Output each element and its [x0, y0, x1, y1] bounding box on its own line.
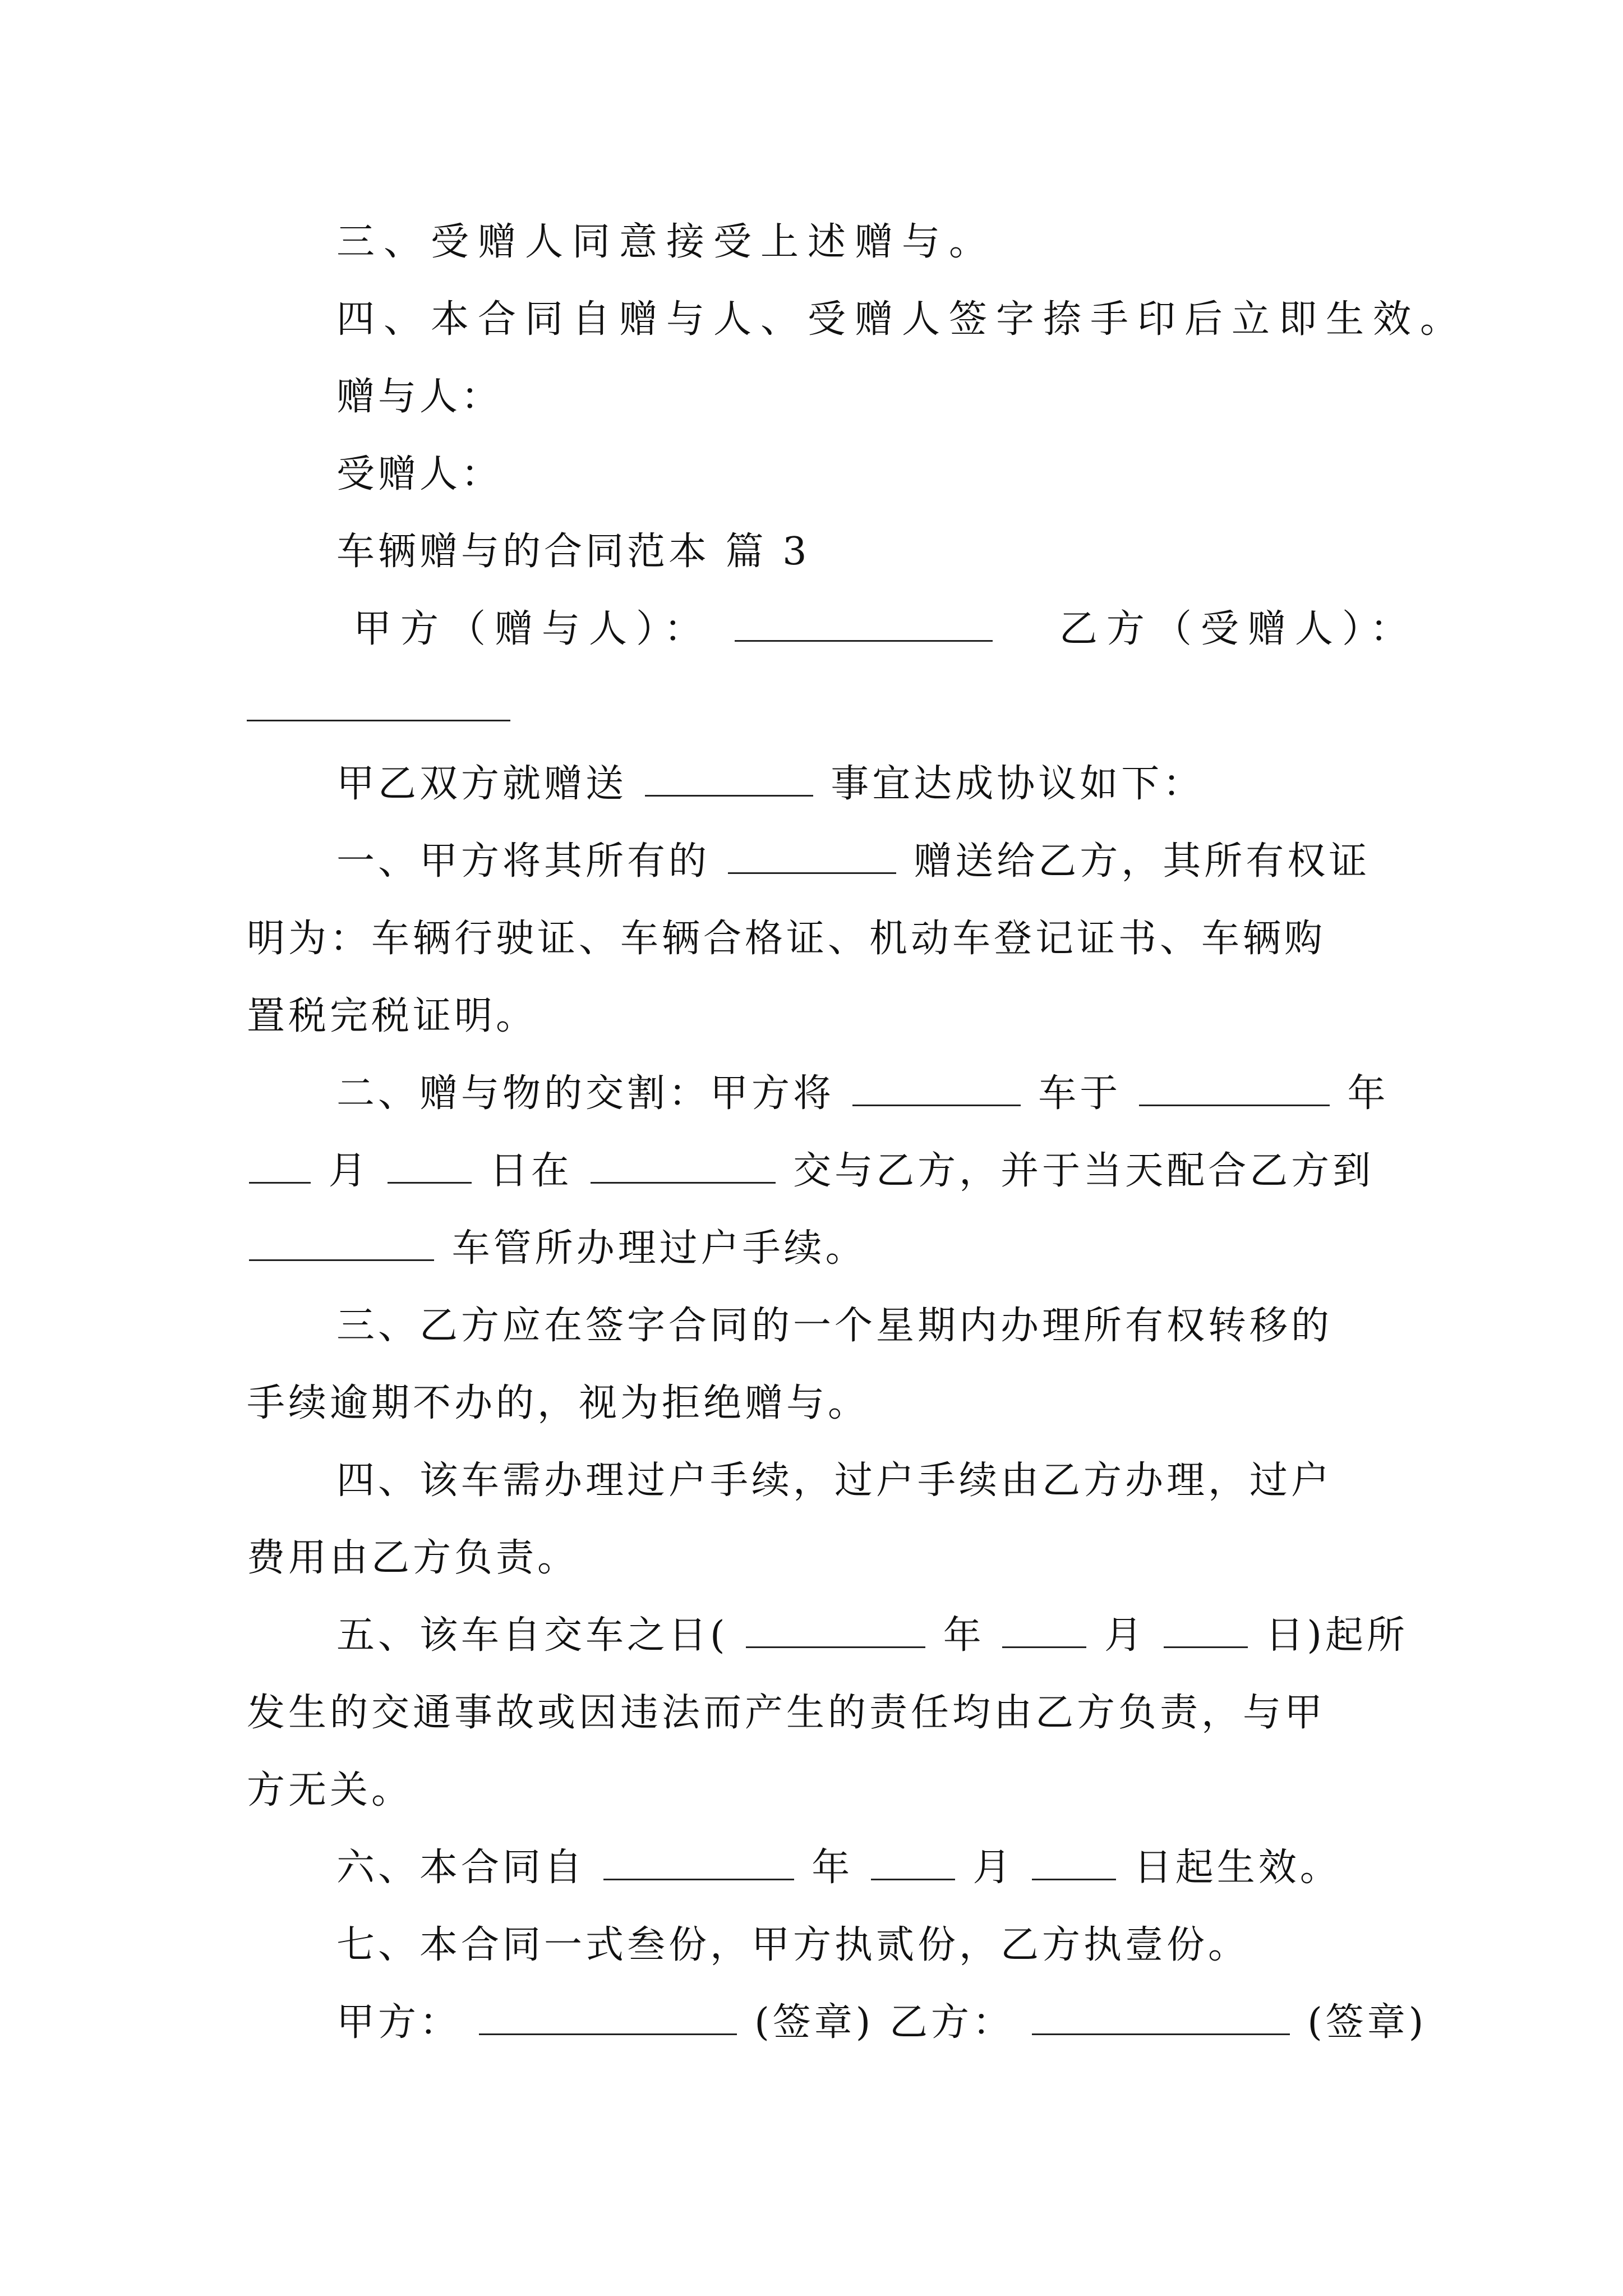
paragraph-text: 车管所办理过户手续。 [451, 1226, 867, 1271]
dmv-blank [249, 1227, 434, 1261]
paragraph-text: 方无关。 [247, 1768, 413, 1812]
clause-3-line-2 [247, 1375, 869, 1432]
paragraph-text: 费用由乙方负责。 [247, 1536, 579, 1580]
handover-month-blank [1002, 1614, 1086, 1648]
paragraph-text: 六、本合同自 [336, 1846, 586, 1890]
clause-6 [336, 1840, 1341, 1896]
paragraph-text: 年 [1347, 1071, 1389, 1116]
donee-label [336, 447, 502, 503]
agreement-intro [336, 756, 1204, 812]
paragraph-text: 月 [1104, 1613, 1146, 1658]
party-a-signature-blank [479, 2001, 737, 2035]
clause-5-line-3 [247, 1763, 413, 1819]
clause-2-line-2 [247, 1143, 1374, 1199]
clause-5-line-2 [247, 1685, 1326, 1741]
paragraph-text: 手续逾期不办的，视为拒绝赠与。 [247, 1381, 870, 1425]
seal-label: (签章) [1307, 2000, 1427, 2045]
paragraph-text: 月 [328, 1149, 370, 1193]
handover-day-blank [1164, 1614, 1248, 1648]
party-b-signature-blank [1032, 2001, 1290, 2035]
clause-1-line-3 [247, 988, 537, 1045]
paragraph-text: 发生的交通事故或因违法而产生的责任均由乙方负责，与甲 [247, 1691, 1326, 1735]
paragraph-text: 三、受赠人同意接受上述赠与。 [336, 220, 997, 264]
donor-label [336, 369, 502, 425]
paragraph-text: 四、本合同自赠与人、受赠人签字捺手印后立即生效。 [336, 297, 1468, 342]
paragraph-text: 年 [943, 1613, 985, 1658]
month-blank [249, 1149, 311, 1184]
effective-month-blank [871, 1846, 955, 1880]
effective-year-blank [603, 1846, 794, 1880]
clause-7 [336, 1917, 1249, 1973]
party-a-signature-label: 甲方： [336, 2000, 462, 2045]
signature-line [336, 1995, 1427, 2051]
paragraph-text: 日在 [489, 1149, 573, 1193]
paragraph-text: 五、该车自交车之日( [336, 1613, 728, 1658]
paragraph-text: 七、本合同一式叁份，甲方执贰份，乙方执壹份。 [336, 1923, 1250, 1967]
party-b-label: 乙方（受赠人）： [1059, 607, 1417, 651]
party-b-signature-label: (签章) 乙方： [754, 2000, 1014, 2045]
clause-2-line-3 [247, 1221, 867, 1277]
paragraph-text: 事宜达成协议如下： [831, 762, 1205, 806]
paragraph-text: 二、赠与物的交割：甲方将 [336, 1071, 835, 1116]
paragraph-text: 赠与人： [336, 375, 503, 419]
clause-4-line-2 [247, 1530, 579, 1586]
clause-1-line-1 [336, 834, 1370, 890]
clause-2-line-1 [336, 1066, 1389, 1122]
paragraph-text: 车于 [1038, 1071, 1122, 1116]
clause-5-line-1 [336, 1608, 1408, 1664]
section-heading [336, 524, 810, 580]
clause-3-donee-accepts [336, 214, 996, 270]
clause-3-line-1 [336, 1298, 1332, 1354]
day-blank [388, 1149, 472, 1184]
paragraph-text: 赠送给乙方，其所有权证 [914, 839, 1371, 884]
paragraph-text: 月 [972, 1846, 1015, 1890]
party-a-blank [735, 608, 993, 642]
vehicle-blank [728, 840, 896, 874]
effective-day-blank [1032, 1846, 1116, 1880]
paragraph-text: 甲乙双方就赠送 [336, 762, 628, 806]
paragraph-text: 日起生效。 [1133, 1846, 1341, 1890]
section-title: 车辆赠与的合同范本 篇 3 [336, 530, 810, 574]
clause-1-line-2 [247, 911, 1326, 967]
party-a-label: 甲方（赠与人）： [353, 607, 712, 651]
paragraph-text: 日)起所 [1265, 1613, 1408, 1658]
party-b-blank [247, 720, 510, 721]
place-blank [591, 1149, 776, 1184]
gift-item-blank [645, 762, 813, 797]
year-blank [1139, 1072, 1330, 1106]
paragraph-text: 置税完税证明。 [247, 994, 538, 1038]
paragraph-text: 三、乙方应在签字合同的一个星期内办理所有权转移的 [336, 1304, 1333, 1348]
paragraph-text: 明为：车辆行驶证、车辆合格证、机动车登记证书、车辆购 [247, 917, 1326, 961]
paragraph-text: 交与乙方，并于当天配合乙方到 [793, 1149, 1375, 1193]
paragraph-text: 受赠人： [336, 452, 503, 496]
clause-4-line-1 [336, 1453, 1332, 1509]
paragraph-text: 四、该车需办理过户手续，过户手续由乙方办理，过户 [336, 1458, 1333, 1503]
handover-year-blank [746, 1614, 925, 1648]
clause-4-effective [336, 292, 1467, 348]
paragraph-text: 年 [811, 1846, 854, 1890]
paragraph-text: 一、甲方将其所有的 [336, 839, 711, 884]
parties-line [353, 601, 1417, 657]
car-blank [852, 1072, 1021, 1106]
